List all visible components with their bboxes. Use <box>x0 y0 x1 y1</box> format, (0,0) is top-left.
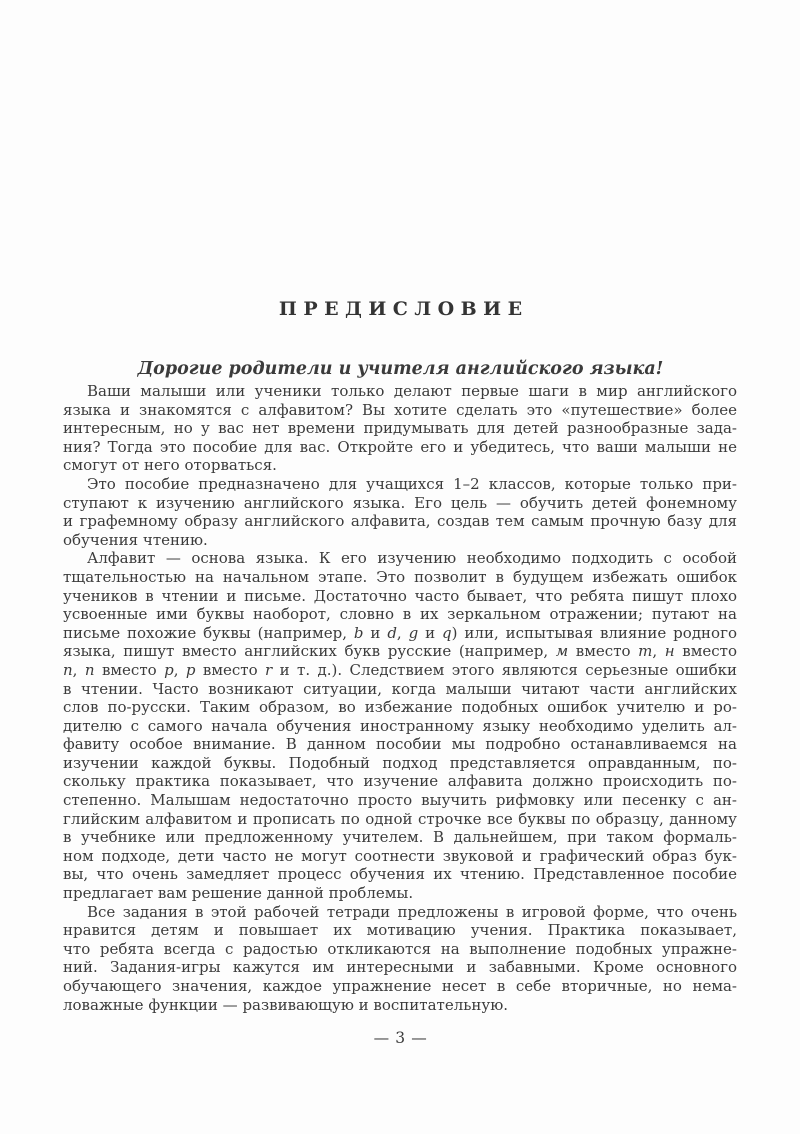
text-line <box>63 940 737 959</box>
text-line <box>63 996 737 1015</box>
text-run: и <box>363 623 388 642</box>
text-run: ном подходе, дети часто не могут соотнести звуковой и графический образ бук- <box>63 846 737 865</box>
text-line <box>63 531 737 550</box>
italic-letter: r <box>265 660 273 679</box>
text-run: Ваши малыши или ученики только делают первые шаги в мир английского <box>87 382 737 400</box>
text-line <box>63 717 737 736</box>
text-line <box>63 680 737 699</box>
text-run: в чтении. Часто возникают ситуации, когда малыши читают части английских <box>63 679 737 698</box>
text-run: предлагает вам решение данной проблемы. <box>63 884 414 903</box>
italic-letter: b <box>353 623 364 642</box>
italic-letter: п <box>84 660 95 679</box>
text-line <box>63 661 737 680</box>
text-line <box>63 977 737 996</box>
paragraph <box>63 903 737 1015</box>
paragraph <box>63 475 737 549</box>
text-line <box>63 735 737 754</box>
text-run: Алфавит — основа языка. К его изучению необходимо подходить с особой <box>87 549 737 568</box>
text-line <box>63 549 737 568</box>
italic-letter: m <box>638 642 653 661</box>
italic-letter: d <box>387 623 397 642</box>
text-run: глийским алфавитом и прописать по одной строчке все буквы по образцу, данному <box>63 809 737 828</box>
text-run: и <box>418 623 443 642</box>
italic-letter: g <box>408 623 419 642</box>
text-line <box>63 475 737 494</box>
italic-letter: q <box>442 623 452 642</box>
text-line <box>63 698 737 717</box>
text-run: ния? Тогда это пособие для вас. Откройте его и убедитесь, что ваши малыши не <box>63 437 737 456</box>
text-run: интересным, но у вас нет времени придумывать для детей разнообразные зада- <box>63 419 737 438</box>
text-line <box>63 865 737 884</box>
text-line <box>63 884 737 903</box>
text-run: вместо <box>94 660 165 679</box>
paragraph <box>63 549 737 902</box>
text-run: изучении каждой буквы. Подобный подход представляется оправданным, по- <box>63 753 737 772</box>
italic-letter: м <box>555 642 569 661</box>
text-line <box>63 791 737 810</box>
text-line <box>63 401 737 420</box>
text-run: , <box>652 642 665 661</box>
text-line <box>63 921 737 940</box>
text-run: вместо <box>195 660 266 679</box>
text-run: и графемному образу английского алфавита, создав тем самым прочную базу для <box>63 512 737 531</box>
text-run: слов по-русски. Таким образом, во избежание подобных ошибок учителю и ро- <box>63 698 737 717</box>
text-run: степенно. Малышам недостаточно просто выучить рифмовку или песенку с ан- <box>63 791 737 810</box>
text-run: ступают к изучению английского языка. Его цель — обучить детей фонемному <box>63 493 737 512</box>
text-run: ловажные функции — развивающую и воспитательную. <box>63 995 509 1014</box>
page-title: ПРЕДИСЛОВИЕ <box>278 297 529 320</box>
text-run: вместо <box>674 642 737 661</box>
text-line <box>63 754 737 773</box>
body-text <box>63 382 737 1014</box>
page-number: — 3 — <box>373 1029 428 1047</box>
paragraph <box>63 382 737 475</box>
text-line <box>63 568 737 587</box>
text-run: что ребята всегда с радостью откликаются на выполнение подобных упражне- <box>63 939 737 958</box>
text-run: ) или, испытывая влияние родного <box>451 623 737 642</box>
text-line <box>63 772 737 791</box>
text-run: вместо <box>568 642 639 661</box>
text-run: вы, что очень замедляет процесс обучения их чтению. Представленное пособие <box>63 865 737 884</box>
text-run: языка, пишут вместо английских букв русские (например, <box>63 642 556 661</box>
text-run: Все задания в этой рабочей тетради предложены в игровой форме, что очень <box>87 902 737 921</box>
text-run: обучающего значения, каждое упражнение несет в себе вторичные, но нема- <box>63 977 737 995</box>
italic-letter: н <box>664 642 675 661</box>
page-subtitle: Дорогие родители и учителя английского языка! <box>137 358 664 379</box>
italic-letter: p <box>164 660 174 679</box>
text-run: письме похожие буквы (например, <box>63 623 354 642</box>
text-line <box>63 642 737 661</box>
text-line <box>63 847 737 866</box>
text-line <box>63 958 737 977</box>
text-run: смогут от него оторваться. <box>63 456 277 475</box>
text-run: усвоенные ими буквы наоборот, словно в их зеркальном отражении; путают на <box>63 605 737 624</box>
text-run: дителю с самого начала обучения иностранному языку необходимо уделить ал- <box>63 716 737 735</box>
text-line <box>63 624 737 643</box>
text-line <box>63 810 737 829</box>
text-run: ний. Задания-игры кажутся им интересными и забавными. Кроме основного <box>63 958 737 977</box>
text-line <box>63 512 737 531</box>
text-line <box>63 382 737 401</box>
text-run: и т. д.). Следствием этого являются серьезные ошибки <box>272 660 737 679</box>
text-run: обучения чтению. <box>63 530 208 549</box>
text-run: фавиту особое внимание. В данном пособии мы подробно останавливаемся на <box>63 735 737 754</box>
text-line <box>63 456 737 475</box>
text-run: , <box>396 623 409 642</box>
text-run: учеников в чтении и письме. Достаточно часто бывает, что ребята пишут плохо <box>63 586 737 605</box>
text-line <box>63 587 737 606</box>
text-run: Это пособие предназначено для учащихся 1–2 классов, которые только при- <box>87 474 737 493</box>
italic-letter: n <box>63 660 73 679</box>
text-line <box>63 419 737 438</box>
text-run: в учебнике или предложенному учителем. В дальнейшем, при таком формаль- <box>63 828 737 847</box>
text-run: , <box>173 660 186 679</box>
text-run: нравится детям и повышает их мотивацию учения. Практика показывает, <box>63 921 737 940</box>
italic-letter: р <box>185 660 196 679</box>
text-run: тщательностью на начальном этапе. Это позволит в будущем избежать ошибок <box>63 567 737 586</box>
text-line <box>63 828 737 847</box>
text-run: , <box>72 660 85 679</box>
text-line <box>63 494 737 513</box>
text-line <box>63 605 737 624</box>
text-run: скольку практика показывает, что изучение алфавита должно происходить по- <box>63 772 737 791</box>
text-run: языка и знакомятся с алфавитом? Вы хотите сделать это «путешествие» более <box>63 400 737 419</box>
text-line <box>63 903 737 922</box>
text-line <box>63 438 737 457</box>
